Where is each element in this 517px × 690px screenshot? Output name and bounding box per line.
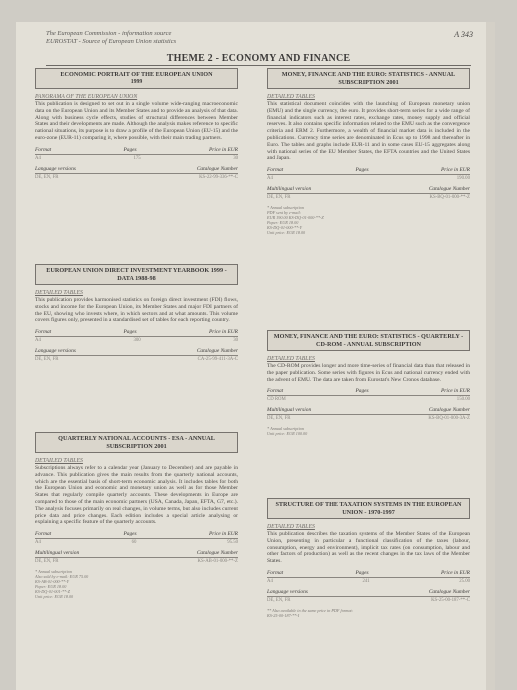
format-value: A4 [267, 578, 273, 584]
format-header-row [35, 531, 238, 539]
language-values-row [35, 357, 238, 362]
header-line-1: The European Commission - information source [46, 30, 172, 37]
pages-label: Pages [123, 531, 137, 538]
entry-description: This statistical document coincides with the launching of European monetary union (EMU) and the single currency, the euro. It provides short-term series for a wide range of financial indicators such as interest rates, exchange rates, money supply and official reserves. It also contains specific information related to the EMU such as the convergence criteria and ERM 2. Furthermore, a wealth of financial market data is included in the publications. Currency time series are denominated in Ecus up to 1998 and thereafter in Euro. The tables and graphs include EUR-11 and in some cases EU-15 aggregates along with national series of the EU Member States, the EFTA countries and the United States and Japan. [267, 101, 470, 162]
format-label: Format [35, 329, 52, 336]
entry-category: DETAILED TABLES [267, 94, 315, 100]
language-header-row [35, 166, 238, 174]
price-label: Price in EUR [440, 167, 470, 174]
entry-title-box [267, 330, 470, 351]
entry-title-box [35, 264, 238, 285]
format-label: Format [267, 167, 284, 174]
price-label: Price in EUR [440, 388, 470, 395]
entry-category: DETAILED TABLES [267, 524, 315, 530]
price-label: Price in EUR [208, 146, 238, 153]
catalogue-label: Catalogue Number [196, 348, 238, 355]
price-value: 150.00 [456, 397, 470, 403]
entry-description: This publication provides harmonised statistics on foreign direct investment (FDI) flows, stocks and income for the European Union, its Member States and major FDI partners of the EU, showing who invests where, in which sectors and at what amounts. This volume covers figures only, presented in a standardised set of tables for each reporting country. [35, 297, 238, 324]
entry-category: DETAILED TABLES [267, 356, 315, 362]
format-values-row [35, 338, 238, 343]
entry-title: MONEY, FINANCE AND THE EURO: STATISTICS - ANNUAL SUBSCRIPTION 2001 [281, 71, 456, 86]
note-line: PDF sent by e-mail: [267, 210, 302, 216]
entry-title: MONEY, FINANCE AND THE EURO: STATISTICS - QUARTERLY - CD-ROM - ANNUAL SUBSCRIPTION [273, 333, 464, 348]
language-values-row [267, 598, 470, 603]
entry-quarterly-accounts [35, 432, 238, 599]
multilingual-label: Multilingual version [267, 407, 312, 414]
entry-description: This publication is designed to set out in a single volume wide-ranging macroeconomic data on the European Union and its Member States and to provide an analysis of that data. Along with business cycle effects, studies of structural differences between Member States and their developments are made. Although the analysis makes reference to specific national situations, its purpose is to draw a profile of the European Union (EU-15) and the euro-zone (EUR-11) comparing it, where possible, with their main trading partners. [35, 101, 238, 141]
price-label: Price in EUR [208, 329, 238, 336]
pages-value: 241 [362, 578, 370, 584]
format-label: Format [267, 569, 284, 576]
entry-description: This publication describes the taxation systems of the Member States of the European Union, presenting in particular a functional classification of the taxes (labour, consumption, energy and environment), implicit tax rates (on consumption, labour and other factors of production) as well as the recent changes in the tax laws of the Member States. [267, 531, 470, 565]
format-header-row [35, 147, 238, 155]
language-label: Language versions [35, 348, 76, 355]
price-value: 95.50 [227, 540, 238, 546]
page-header [46, 30, 176, 45]
format-value: A4 [267, 176, 273, 182]
multilingual-label: Multilingual version [35, 550, 80, 557]
language-values-row [267, 416, 470, 421]
language-values-row [35, 559, 238, 564]
pages-value: 60 [131, 540, 137, 546]
price-label: Price in EUR [440, 569, 470, 576]
page-edge-shadow [486, 22, 495, 690]
entry-money-finance-annual [267, 68, 470, 235]
entry-notes [35, 569, 238, 599]
note-line: KS-DQ-01-000-**-Y [267, 225, 302, 231]
format-label: Format [35, 146, 52, 153]
language-header-row [35, 348, 238, 356]
pages-label: Pages [355, 167, 369, 174]
language-values-row [267, 195, 470, 200]
note-line: Unit price: EUR 18.00 [35, 594, 74, 600]
entry-economic-portrait [35, 68, 238, 180]
note-line: KS-25-00-187-**-I [267, 612, 300, 618]
entry-title-box [267, 498, 470, 519]
book-page [16, 22, 495, 690]
format-values-row [267, 397, 470, 402]
note-line: Unit price: EUR 18.00 [267, 230, 306, 236]
entry-title-box [35, 68, 238, 89]
note-line: ** Also available in the same price in PDF format: [267, 607, 354, 613]
note-line: Paper: EUR 18.00 [267, 220, 299, 226]
price-value: 25.00 [459, 578, 470, 584]
language-value: DE, EN, FR [35, 357, 59, 363]
note-line: Also sold by e-mail: EUR 75.00 [35, 574, 89, 580]
pages-label: Pages [123, 329, 137, 336]
language-header-row [267, 589, 470, 597]
pages-value: 175 [133, 155, 141, 161]
language-header-row [35, 550, 238, 558]
note-line: KS-DQ-01-001-**-Z [35, 589, 70, 595]
catalogue-value: KS-22-99-336-**-C [199, 174, 238, 180]
pages-label: Pages [123, 146, 137, 153]
note-line: * Annual subscription [267, 426, 304, 432]
language-value: DE, EN, FR [267, 597, 291, 603]
format-label: Format [35, 531, 52, 538]
header-line-2: EUROSTAT - Source of European Union statistics [46, 37, 177, 45]
theme-title: THEME 2 - ECONOMY AND FINANCE [46, 53, 471, 66]
entry-title: QUARTERLY NATIONAL ACCOUNTS - ESA - ANNUAL SUBSCRIPTION 2001 [58, 435, 215, 450]
entry-notes [267, 426, 470, 436]
catalogue-label: Catalogue Number [428, 186, 470, 193]
language-value: DE, EN, FR [35, 174, 59, 180]
entry-notes [267, 608, 470, 618]
catalogue-value: KS-BQ-01-000-3A-Z [428, 416, 470, 422]
entry-category: DETAILED TABLES [35, 290, 83, 296]
price-label: Price in EUR [208, 531, 238, 538]
note-line: Paper: EUR 18.00 [35, 584, 67, 590]
price-value: 30 [233, 338, 238, 344]
note-line: * Annual subscription [35, 569, 72, 575]
catalogue-label: Catalogue Number [428, 588, 470, 595]
format-label: Format [267, 388, 284, 395]
format-value: A4 [35, 540, 41, 546]
note-line: * Annual subscription [267, 205, 304, 211]
format-values-row [35, 156, 238, 161]
entry-description: Subscriptions always refer to a calendar year (January to December) and are payable in advance. This publication gives the main results from the quarterly national accounts, which are the essential basis of short-term economic analysis. It includes tables for both the European Union and economic and monetary union as well as for those Member States that regularly compile quarterly accounts. These developments in Europe are compared to those of the main economic partners (USA, Canada, Japan, EFTA, G7, etc.). The analysis focuses primarily on real changes, in volume terms, but also includes current price data and price changes. Each edition includes a special article analysing or explaining a specific feature of the quarterly accounts. [35, 465, 238, 526]
entry-money-finance-cdrom [267, 330, 470, 436]
format-header-row [267, 167, 470, 175]
entry-description: The CD-ROM provides longer and more time-series of financial data than that released in the paper publication. Some series with figures in Ecus and national currency ended with the advent of EMU. The data are taken from Eurostat's New Cronos database. [267, 363, 470, 383]
entry-notes [267, 205, 470, 235]
catalogue-value: CA-25-99-411-3A-C [197, 357, 238, 363]
multilingual-label: Multilingual version [267, 186, 312, 193]
entry-title-box [35, 432, 238, 453]
catalogue-value: KS-AB-01-000-**-Z [197, 559, 238, 565]
language-value: DE, EN, FR [267, 195, 291, 201]
pages-value: 300 [133, 338, 141, 344]
catalogue-label: Catalogue Number [196, 165, 238, 172]
format-value: CD ROM [267, 397, 286, 403]
language-values-row [35, 175, 238, 180]
format-value: A4 [35, 338, 41, 344]
entry-direct-investment [35, 264, 238, 362]
price-value: 30 [233, 155, 238, 161]
pages-label: Pages [355, 569, 369, 576]
price-value: 190.00 [456, 176, 470, 182]
language-header-row [267, 407, 470, 415]
language-header-row [267, 186, 470, 194]
language-value: DE, EN, FR [267, 416, 291, 422]
note-line: Unit price: EUR 100.00 [267, 431, 308, 437]
format-values-row [267, 579, 470, 584]
format-header-row [267, 388, 470, 396]
note-line: KS-AB-01-000-**-Y [35, 579, 69, 585]
format-values-row [35, 540, 238, 545]
catalogue-value: KS-25-00-187-**-C [431, 597, 470, 603]
entry-category: PANORAMA OF THE EUROPEAN UNION [35, 94, 138, 100]
language-value: DE, EN, FR [35, 559, 59, 565]
entry-title-box [267, 68, 470, 89]
catalogue-label: Catalogue Number [428, 407, 470, 414]
entry-subtitle: 1999 [130, 78, 143, 85]
format-values-row [267, 176, 470, 181]
note-line: EUR 190.00 KS-DQ-01-000-**-Z [267, 215, 324, 221]
entry-title: STRUCTURE OF THE TAXATION SYSTEMS IN THE EUROPEAN UNION - 1970-1997 [275, 501, 462, 516]
format-value: A4 [35, 155, 41, 161]
page-number: A 343 [454, 30, 473, 39]
entry-title: ECONOMIC PORTRAIT OF THE EUROPEAN UNION [60, 71, 213, 78]
language-label: Language versions [35, 165, 76, 172]
entry-title: EUROPEAN UNION DIRECT INVESTMENT YEARBOOK 1999 - DATA 1988-98 [46, 267, 227, 282]
format-header-row [267, 570, 470, 578]
format-header-row [35, 329, 238, 337]
entry-category: DETAILED TABLES [35, 458, 83, 464]
entry-taxation-systems [267, 498, 470, 618]
catalogue-value: KS-BQ-01-000-**-Z [429, 195, 470, 201]
language-label: Language versions [267, 588, 308, 595]
pages-label: Pages [355, 388, 369, 395]
catalogue-label: Catalogue Number [196, 550, 238, 557]
